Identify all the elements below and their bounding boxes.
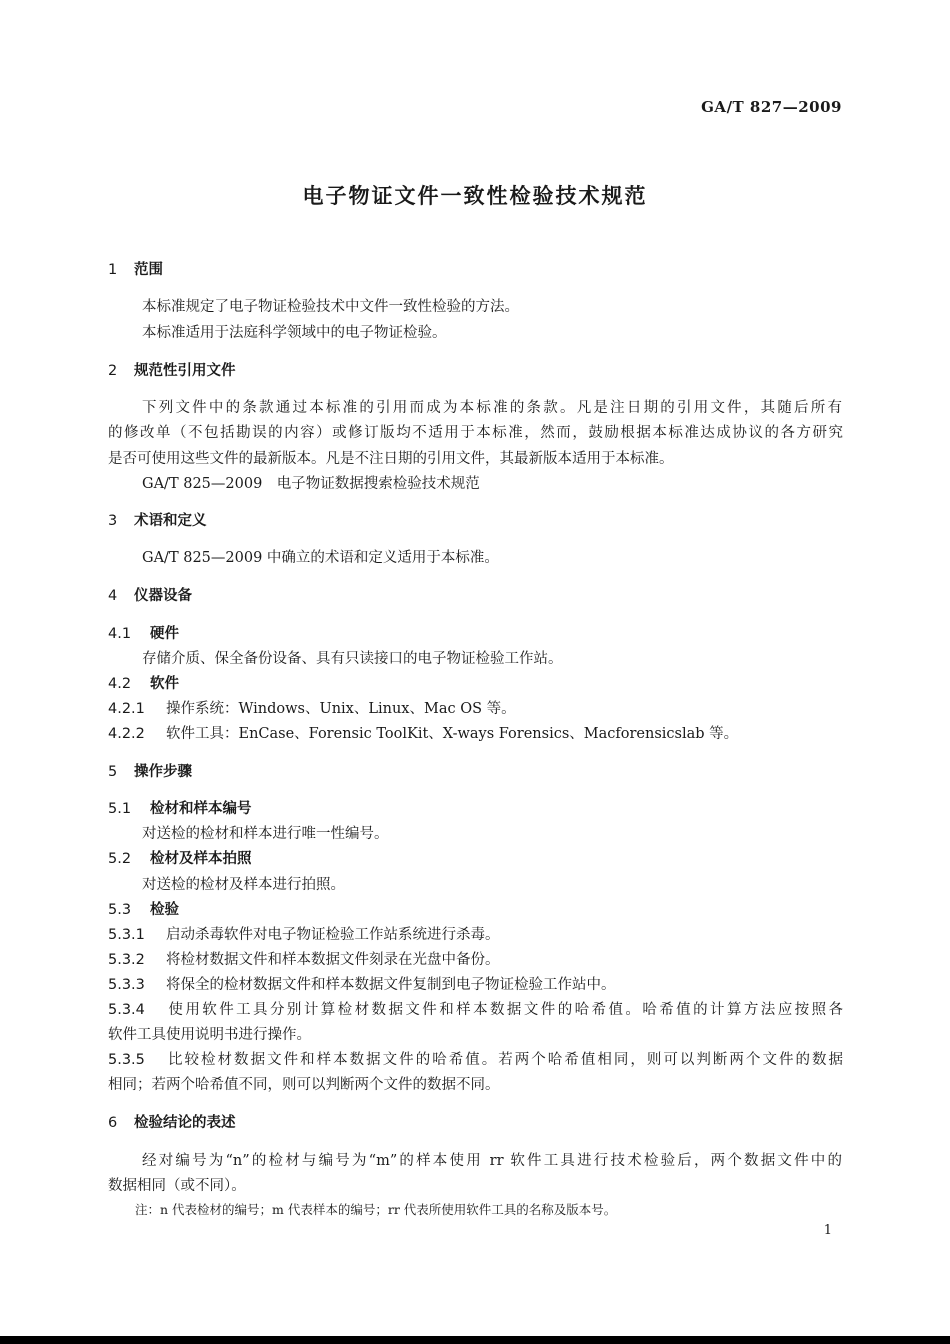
section-number: 5	[108, 764, 118, 780]
section-6-heading	[108, 1113, 843, 1133]
clause-5-3-1	[108, 925, 843, 945]
section-title: 术语和定义	[134, 513, 207, 529]
document-title: 电子物证文件一致性检验技术规范	[302, 184, 648, 208]
section-number: 2	[108, 363, 118, 379]
section-5-heading	[108, 762, 843, 782]
clause-text: 启动杀毒软件对电子物证检验工作站系统进行杀毒。	[166, 927, 500, 943]
subsection-4-1-heading	[108, 624, 843, 644]
section-number: 4	[108, 588, 118, 604]
clause-text: 将保全的检材数据文件和样本数据文件复制到电子物证检验工作站中。	[166, 977, 616, 993]
section-title: 仪器设备	[134, 588, 192, 604]
clause-text: 使用软件工具分别计算检材数据文件和样本数据文件的哈希值。哈希值的计算方法应按照各	[166, 1002, 843, 1018]
paragraph-line: 经对编号为“n”的检材与编号为“m”的样本使用 rr 软件工具进行技术检验后，两个数据文件中的	[142, 1153, 842, 1169]
subsection-5-2-heading	[108, 849, 843, 869]
subsection-title: 检验	[150, 902, 179, 918]
paragraph: GA/T 825—2009 中确立的术语和定义适用于本标准。	[142, 550, 499, 566]
clause-number: 5.3.1	[108, 927, 145, 943]
subsection-4-2-heading	[108, 674, 843, 694]
section-3-heading	[108, 511, 843, 531]
clause-number: 4.2.1	[108, 701, 145, 717]
section-1-heading	[108, 260, 843, 280]
paragraph: 对送检的检材及样本进行拍照。	[142, 877, 345, 893]
section-title: 范围	[134, 262, 163, 278]
paragraph: 本标准规定了电子物证检验技术中文件一致性检验的方法。	[142, 299, 519, 315]
clause-5-3-4	[108, 1000, 843, 1020]
section-title: 检验结论的表述	[134, 1115, 236, 1131]
paragraph-line: 数据相同（或不同）。	[108, 1178, 246, 1194]
paragraph: 本标准适用于法庭科学领域中的电子物证检验。	[142, 325, 447, 341]
paragraph-line: 下列文件中的条款通过本标准的引用而成为本标准的条款。凡是注日期的引用文件，其随后所有	[142, 400, 842, 416]
clause-4-2-1	[108, 699, 843, 719]
note: 注：n 代表检材的编号；m 代表样本的编号；rr 代表所使用软件工具的名称及版本号。	[135, 1202, 617, 1217]
subsection-title: 硬件	[150, 626, 179, 642]
normative-reference: GA/T 825—2009 电子物证数据搜索检验技术规范	[142, 476, 480, 492]
clause-number: 5.3.3	[108, 977, 145, 993]
clause-text: 将检材数据文件和样本数据文件刻录在光盘中备份。	[166, 952, 500, 968]
subsection-5-1-heading	[108, 799, 843, 819]
clause-number: 5.3.2	[108, 952, 145, 968]
section-2-heading	[108, 361, 843, 381]
clause-4-2-2	[108, 724, 843, 744]
subsection-number: 4.2	[108, 676, 132, 692]
subsection-title: 检材和样本编号	[150, 801, 252, 817]
bottom-border	[0, 1336, 950, 1344]
section-title: 规范性引用文件	[134, 363, 236, 379]
clause-text-continuation: 相同；若两个哈希值不同，则可以判断两个文件的数据不同。	[108, 1077, 500, 1093]
section-title: 操作步骤	[134, 764, 192, 780]
clause-text: 操作系统：Windows、Unix、Linux、Mac OS 等。	[166, 701, 516, 717]
clause-number: 4.2.2	[108, 726, 145, 742]
clause-text: 软件工具：EnCase、Forensic ToolKit、X-ways Forensics、Macforensicslab 等。	[166, 726, 739, 742]
subsection-number: 5.3	[108, 902, 132, 918]
subsection-number: 4.1	[108, 626, 132, 642]
subsection-5-3-heading	[108, 900, 843, 920]
clause-5-3-3	[108, 975, 843, 995]
clause-number: 5.3.5	[108, 1052, 145, 1068]
paragraph-line: 的修改单（不包括勘误的内容）或修订版均不适用于本标准，然而，鼓励根据本标准达成协议的各方研究	[108, 425, 843, 441]
paragraph-line: 是否可使用这些文件的最新版本。凡是不注日期的引用文件，其最新版本适用于本标准。	[108, 451, 674, 467]
clause-5-3-5	[108, 1050, 843, 1070]
clause-5-3-2	[108, 950, 843, 970]
subsection-title: 软件	[150, 676, 179, 692]
section-number: 1	[108, 262, 118, 278]
clause-text: 比较检材数据文件和样本数据文件的哈希值。若两个哈希值相同，则可以判断两个文件的数据	[166, 1052, 843, 1068]
standard-code: GA/T 827—2009	[701, 98, 842, 116]
section-number: 3	[108, 513, 118, 529]
subsection-title: 检材及样本拍照	[150, 851, 252, 867]
paragraph: 存储介质、保全备份设备、具有只读接口的电子物证检验工作站。	[142, 651, 563, 667]
subsection-number: 5.2	[108, 851, 132, 867]
paragraph: 对送检的检材和样本进行唯一性编号。	[142, 826, 389, 842]
clause-number: 5.3.4	[108, 1002, 145, 1018]
subsection-number: 5.1	[108, 801, 132, 817]
section-4-heading	[108, 586, 843, 606]
section-number: 6	[108, 1115, 118, 1131]
clause-text-continuation: 软件工具使用说明书进行操作。	[108, 1027, 311, 1043]
page-number: 1	[823, 1223, 832, 1238]
